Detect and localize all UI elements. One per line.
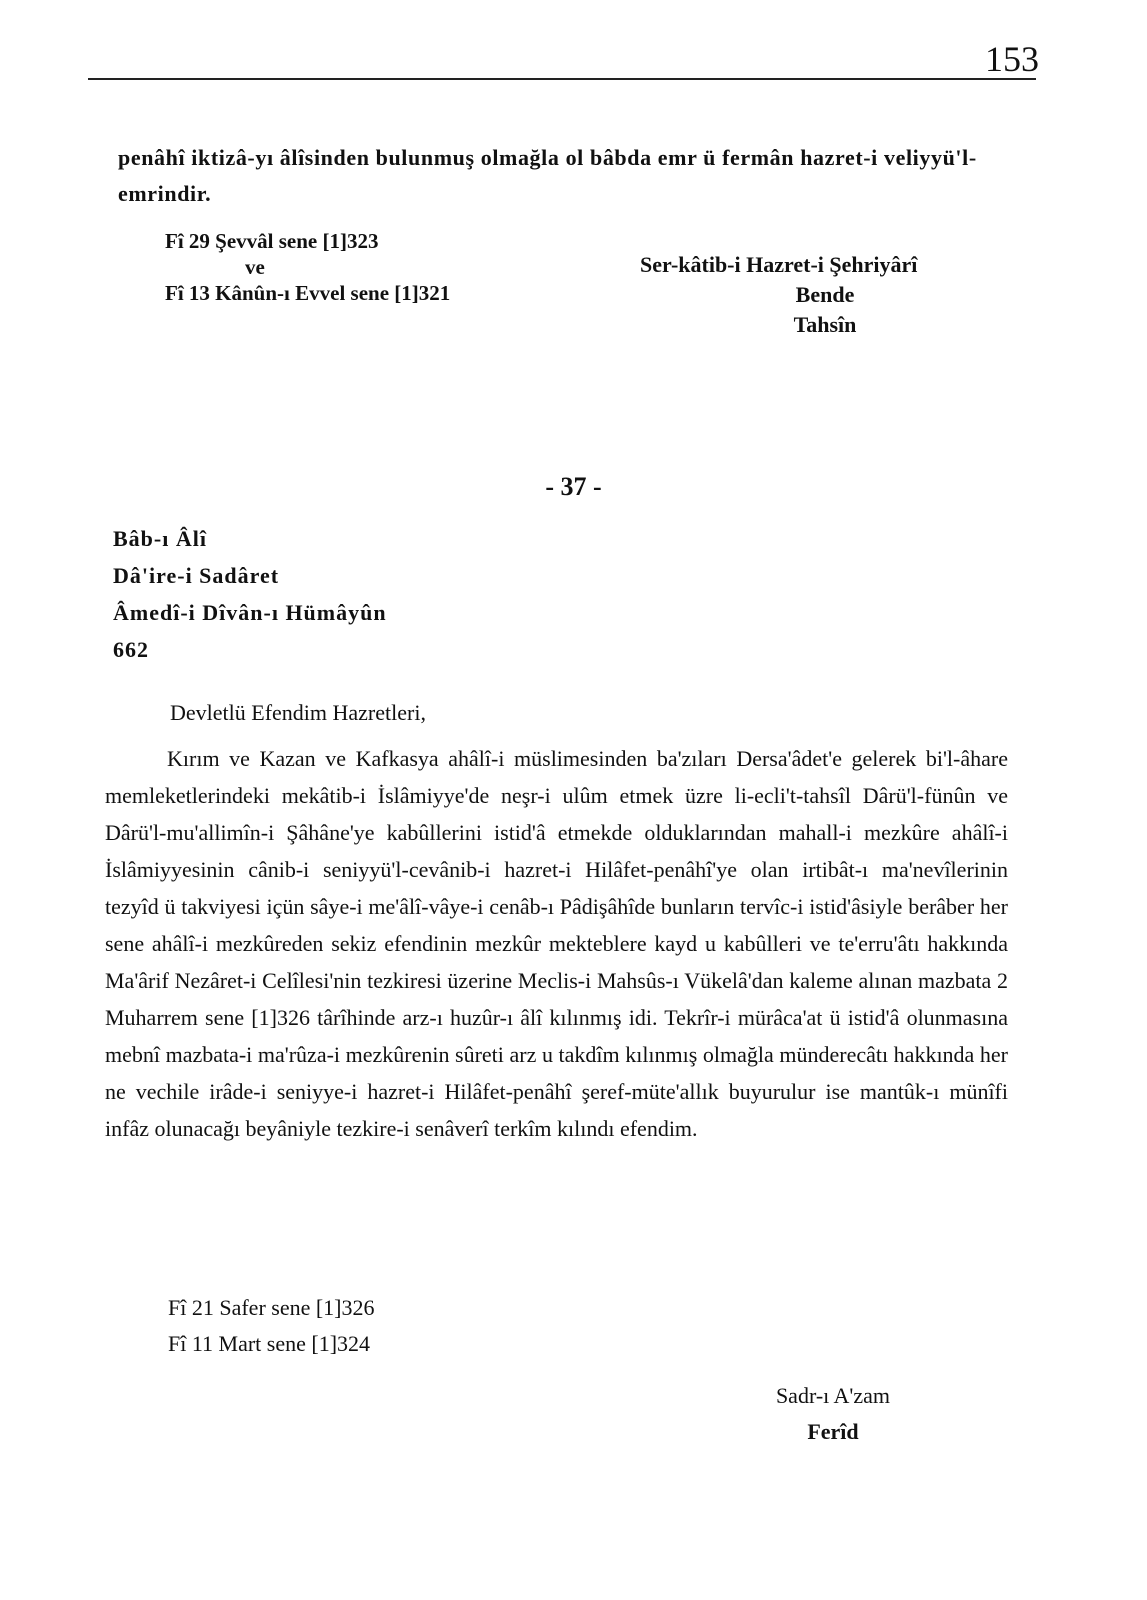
date-connector: ve <box>245 255 265 279</box>
header-line: Bâb-ı Âlî <box>113 526 207 551</box>
signer-bende: Bende <box>795 282 855 307</box>
date-block-1 <box>165 228 450 306</box>
date-line: Fî 29 Şevvâl sene [1]323 <box>165 229 379 253</box>
document-number: - 37 - <box>545 472 602 501</box>
signer-name: Ferîd <box>807 1419 859 1444</box>
signature-block-2 <box>748 1378 918 1450</box>
date-line: Fî 11 Mart sene [1]324 <box>168 1331 371 1356</box>
salutation: Devletlü Efendim Hazretleri, <box>170 700 426 725</box>
paragraph-1: penâhî iktizâ-yı âlîsinden bulunmuş olmağla ol bâbda emr ü fermân hazret-i veliyyü'l-emrindir. <box>118 145 977 206</box>
date-block-2 <box>168 1290 375 1362</box>
header-number: 662 <box>113 637 149 662</box>
signer-title: Ser-kâtib-i Hazret-i Şehriyârî <box>640 252 918 277</box>
document-header <box>113 520 387 668</box>
date-line: Fî 21 Safer sene [1]326 <box>168 1295 375 1320</box>
date-line: Fî 13 Kânûn-ı Evvel sene [1]321 <box>165 281 451 305</box>
header-line: Âmedî-i Dîvân-ı Hümâyûn <box>113 600 387 625</box>
paragraph-2: Kırım ve Kazan ve Kafkasya ahâlî-i müslimesinden ba'zıları Dersa'âdet'e gelerek bi'l-âhare memleketlerindeki mekâtib-i İslâmiyye'de neşr-i ulûm etmek üzre li-ecli't-tahsîl Dârü'l-fünûn ve Dârü'l-mu'allimîn-i Şâhâne'ye kabûllerini istid'â etmekde olduklarından mahall-i mezkûre ahâlî-i İslâmiyyesinin cânib-i seniyyü'l-cevânib-i hazret-i Hilâfet-penâhî'ye olan irtibât-ı ma'nevîlerinin tezyîd ü takviyesi içün sâye-i me'âlî-vâye-i cenâb-ı Pâdişâhîde bunların tervîc-i istid'âsiyle berâber her sene ahâlî-i mezkûreden sekiz efendinin mezkûr mekteblere kayd u kabûlleri ve te'erru'âtı hakkında Ma'ârif Nezâret-i Celîlesi'nin tezkiresi üzerine Meclis-i Mahsûs-ı Vükelâ'dan kaleme alınan mazbata 2 Muharrem sene [1]326 târîhinde arz-ı huzûr-ı âlî kılınmış idi. Tekrîr-i mürâca'at ü istid'â olunmasına mebnî mazbata-i ma'rûza-i mezkûrenin sûreti arz u takdîm kılınmış olmağla münderecâtı hakkında her ne vechile irâde-i seniyye-i hazret-i Hilâfet-penâhî şeref-müte'allık buyurulur ise mantûk-ı münîfi infâz olunacağı beyâniyle tezkire-i senâverî terkîm kılındı efendim. <box>105 746 1008 1141</box>
signature-block-1 <box>640 250 1010 340</box>
page-number: 153 <box>985 39 1039 79</box>
signer-name: Tahsîn <box>793 312 857 337</box>
header-line: Dâ'ire-i Sadâret <box>113 563 280 588</box>
signer-title: Sadr-ı A'zam <box>775 1383 891 1408</box>
top-rule <box>88 78 1036 80</box>
